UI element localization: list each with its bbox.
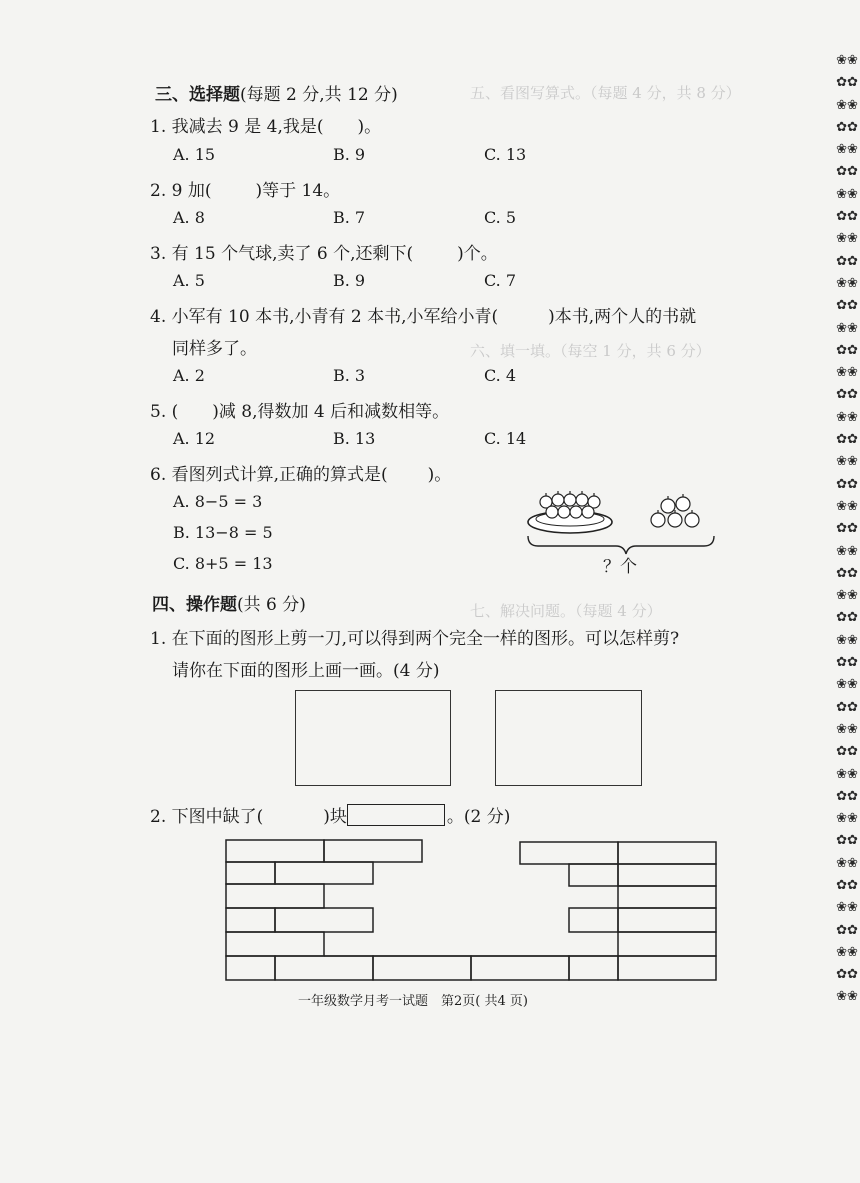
brick: [569, 956, 618, 980]
option-a[interactable]: A. 8−5 = 3: [173, 492, 263, 511]
question-text: )个。: [457, 244, 498, 264]
border-flower-icon: ❀❀: [836, 989, 858, 1005]
border-flower-icon: ✿✿: [836, 922, 858, 938]
border-flower-icon: ❀❀: [836, 409, 858, 425]
brick: [373, 956, 471, 980]
option-c[interactable]: C. 7: [484, 271, 517, 290]
border-flower-icon: ✿✿: [836, 253, 858, 269]
brick: [618, 842, 716, 864]
brick: [226, 840, 324, 862]
question-text: )本书,两个人的书就: [548, 307, 697, 327]
section-title-operation: [152, 590, 306, 615]
brick: [275, 908, 373, 932]
option-b[interactable]: B. 7: [333, 208, 366, 227]
border-flower-icon: ✿✿: [836, 432, 858, 448]
page-footer: 一年级数学月考一试题 第2页( 共4 页): [298, 994, 528, 1009]
section-title: 三、选择题: [155, 85, 240, 105]
border-flower-icon: ✿✿: [836, 521, 858, 537]
border-flower-icon: ❀❀: [836, 944, 858, 960]
border-flower-icon: ✿✿: [836, 387, 858, 403]
section-score: (每题 2 分,共 12 分): [240, 85, 398, 105]
border-flower-icon: ❀❀: [836, 498, 858, 514]
border-flower-icon: ✿✿: [836, 119, 858, 135]
question-6: [150, 460, 451, 485]
question-text: 。(2 分): [446, 807, 511, 827]
question-text: 2. 9 加(: [150, 181, 212, 201]
operation-question-1-continued: 请你在下面的图形上画一画。(4 分): [172, 661, 440, 681]
question-3: [150, 239, 498, 264]
drawing-rectangle-right[interactable]: [495, 690, 642, 786]
question-4: [150, 302, 696, 327]
border-flower-icon: ✿✿: [836, 655, 858, 671]
brick-wall-figure: [222, 836, 722, 986]
border-flower-icon: ✿✿: [836, 788, 858, 804]
brick-sample-icon: [347, 804, 445, 826]
brick: [520, 842, 618, 864]
border-flower-icon: ❀❀: [836, 142, 858, 158]
bleed-through-text: 六、填一填。（每空 1 分，共 6 分）: [470, 342, 711, 360]
border-flower-icon: ❀❀: [836, 677, 858, 693]
option-b[interactable]: B. 13: [333, 429, 376, 448]
bleed-through-text: 七、解决问题。（每题 4 分）: [470, 602, 662, 620]
question-text: 3. 有 15 个气球,卖了 6 个,还剩下(: [150, 244, 414, 264]
border-flower-icon: ❀❀: [836, 320, 858, 336]
question-text: )。: [427, 465, 452, 485]
brick: [569, 908, 618, 932]
apples-on-plate-icon: [540, 491, 600, 518]
question-text-continued: 同样多了。: [172, 339, 257, 359]
border-flower-icon: ✿✿: [836, 75, 858, 91]
brick: [618, 864, 716, 886]
option-a[interactable]: A. 8: [173, 208, 205, 227]
question-text: 2. 下图中缺了(: [150, 807, 264, 827]
brick: [226, 884, 324, 908]
picture-question-label: ？个: [603, 557, 637, 577]
border-flower-icon: ✿✿: [836, 877, 858, 893]
decorative-border: [834, 50, 860, 1009]
border-flower-icon: ❀❀: [836, 97, 858, 113]
question-text: )块: [323, 807, 347, 827]
border-flower-icon: ❀❀: [836, 231, 858, 247]
drawing-rectangle-left[interactable]: [295, 690, 451, 786]
brick: [275, 956, 373, 980]
option-b[interactable]: B. 13−8 = 5: [173, 523, 273, 542]
apples-loose-icon: [651, 494, 699, 527]
question-text: 6. 看图列式计算,正确的算式是(: [150, 465, 388, 485]
border-flower-icon: ✿✿: [836, 610, 858, 626]
question-text: )等于 14。: [255, 181, 341, 201]
border-flower-icon: ❀❀: [836, 855, 858, 871]
brick: [618, 908, 716, 932]
border-flower-icon: ✿✿: [836, 967, 858, 983]
brick: [226, 956, 275, 980]
border-flower-icon: ✿✿: [836, 209, 858, 225]
border-flower-icon: ✿✿: [836, 164, 858, 180]
operation-question-2: [150, 802, 510, 827]
border-flower-icon: ❀❀: [836, 53, 858, 68]
option-a[interactable]: A. 5: [173, 271, 205, 290]
border-flower-icon: ✿✿: [836, 833, 858, 849]
question-5: [150, 397, 449, 422]
option-a[interactable]: A. 12: [173, 429, 216, 448]
option-c[interactable]: C. 14: [484, 429, 527, 448]
brick: [226, 932, 324, 956]
question-text: )。: [357, 117, 382, 137]
border-flower-icon: ✿✿: [836, 342, 858, 358]
option-a[interactable]: A. 2: [173, 366, 205, 385]
border-flower-icon: ✿✿: [836, 744, 858, 760]
border-flower-icon: ✿✿: [836, 298, 858, 314]
question-1: [150, 112, 381, 137]
option-c[interactable]: C. 4: [484, 366, 517, 385]
border-flower-icon: ✿✿: [836, 476, 858, 492]
question-text: 5. (: [150, 402, 179, 422]
option-c[interactable]: C. 8+5 = 13: [173, 554, 273, 573]
question-text: 1. 我减去 9 是 4,我是(: [150, 117, 324, 137]
question-text: )减 8,得数加 4 后和减数相等。: [212, 402, 450, 422]
section-score: (共 6 分): [237, 595, 306, 615]
option-b[interactable]: B. 9: [333, 271, 366, 290]
brick: [569, 864, 618, 886]
brick: [226, 908, 275, 932]
question-2: [150, 176, 340, 201]
section-title-choice: [155, 80, 398, 105]
option-c[interactable]: C. 13: [484, 145, 527, 164]
option-a[interactable]: A. 15: [173, 145, 216, 164]
brick: [324, 840, 422, 862]
border-flower-icon: ❀❀: [836, 632, 858, 648]
border-flower-icon: ❀❀: [836, 365, 858, 381]
operation-question-1: 1. 在下面的图形上剪一刀,可以得到两个完全一样的图形。可以怎样剪?: [150, 629, 680, 649]
border-flower-icon: ❀❀: [836, 811, 858, 827]
question-text: 4. 小军有 10 本书,小青有 2 本书,小军给小青(: [150, 307, 499, 327]
brick: [471, 956, 569, 980]
brick: [275, 862, 373, 884]
brick: [618, 886, 716, 908]
border-flower-icon: ❀❀: [836, 543, 858, 559]
border-flower-icon: ❀❀: [836, 588, 858, 604]
border-flower-icon: ✿✿: [836, 699, 858, 715]
border-flower-icon: ❀❀: [836, 186, 858, 202]
border-flower-icon: ❀❀: [836, 721, 858, 737]
border-flower-icon: ❀❀: [836, 900, 858, 916]
option-b[interactable]: B. 9: [333, 145, 366, 164]
option-b[interactable]: B. 3: [333, 366, 366, 385]
border-flower-icon: ❀❀: [836, 454, 858, 470]
section-title: 四、操作题: [152, 595, 237, 615]
brick: [618, 956, 716, 980]
border-flower-icon: ❀❀: [836, 766, 858, 782]
bleed-through-text: 五、看图写算式。（每题 4 分，共 8 分）: [470, 84, 741, 102]
border-flower-icon: ✿✿: [836, 565, 858, 581]
brick: [226, 862, 275, 884]
brick: [618, 932, 716, 956]
option-c[interactable]: C. 5: [484, 208, 517, 227]
border-flower-icon: ❀❀: [836, 275, 858, 291]
